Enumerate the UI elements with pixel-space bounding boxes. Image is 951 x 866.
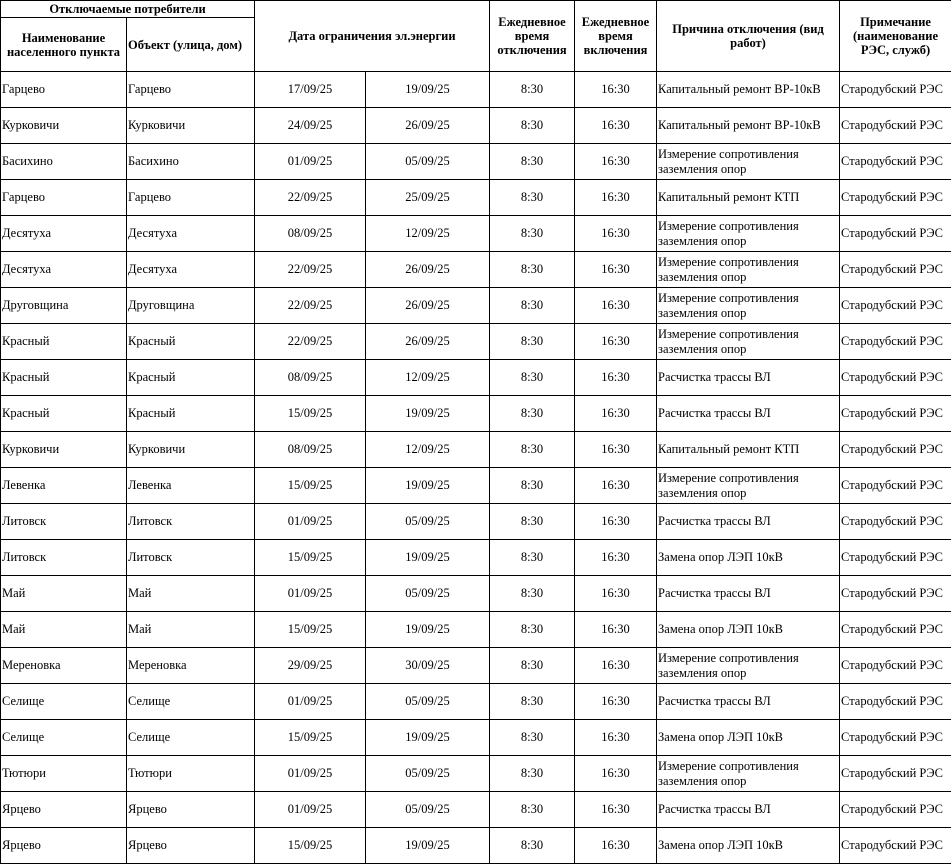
settlement-cell: Десятуха bbox=[1, 216, 127, 252]
note-cell: Стародубский РЭС bbox=[840, 756, 951, 792]
header-row-top bbox=[1, 1, 951, 18]
object-cell: Селище bbox=[127, 720, 255, 756]
reason-cell: Капитальный ремонт КТП bbox=[657, 180, 840, 216]
end-date-cell: 26/09/25 bbox=[366, 288, 490, 324]
start-date-cell: 22/09/25 bbox=[255, 324, 366, 360]
on-time-cell: 16:30 bbox=[575, 72, 657, 108]
settlement-cell: Май bbox=[1, 576, 127, 612]
object-cell: Друговщина bbox=[127, 288, 255, 324]
schedule-rows bbox=[1, 72, 951, 864]
on-time-cell: 16:30 bbox=[575, 612, 657, 648]
object-cell: Ярцево bbox=[127, 828, 255, 864]
settlement-cell: Красный bbox=[1, 396, 127, 432]
settlement-cell: Десятуха bbox=[1, 252, 127, 288]
note-cell: Стародубский РЭС bbox=[840, 648, 951, 684]
off-time-cell: 8:30 bbox=[490, 504, 575, 540]
reason-cell: Замена опор ЛЭП 10кВ bbox=[657, 612, 840, 648]
end-date-cell: 12/09/25 bbox=[366, 432, 490, 468]
off-time-cell: 8:30 bbox=[490, 684, 575, 720]
table-row bbox=[1, 684, 951, 720]
start-date-cell: 08/09/25 bbox=[255, 216, 366, 252]
off-time-cell: 8:30 bbox=[490, 252, 575, 288]
table-row bbox=[1, 612, 951, 648]
reason-cell: Расчистка трассы ВЛ bbox=[657, 576, 840, 612]
start-date-cell: 15/09/25 bbox=[255, 540, 366, 576]
reason-cell: Капитальный ремонт ВР-10кВ bbox=[657, 108, 840, 144]
reason-cell: Измерение сопротивления заземления опор bbox=[657, 468, 840, 504]
end-date-cell: 05/09/25 bbox=[366, 504, 490, 540]
table-row bbox=[1, 396, 951, 432]
off-time-cell: 8:30 bbox=[490, 828, 575, 864]
table-row bbox=[1, 180, 951, 216]
reason-cell: Замена опор ЛЭП 10кВ bbox=[657, 720, 840, 756]
note-cell: Стародубский РЭС bbox=[840, 684, 951, 720]
start-date-cell: 01/09/25 bbox=[255, 144, 366, 180]
table-row bbox=[1, 468, 951, 504]
start-date-cell: 22/09/25 bbox=[255, 288, 366, 324]
header-object: Объект (улица, дом) bbox=[127, 18, 255, 72]
settlement-cell: Май bbox=[1, 612, 127, 648]
on-time-cell: 16:30 bbox=[575, 360, 657, 396]
off-time-cell: 8:30 bbox=[490, 360, 575, 396]
object-cell: Курковичи bbox=[127, 432, 255, 468]
on-time-cell: 16:30 bbox=[575, 756, 657, 792]
table-row bbox=[1, 288, 951, 324]
reason-cell: Измерение сопротивления заземления опор bbox=[657, 648, 840, 684]
end-date-cell: 26/09/25 bbox=[366, 252, 490, 288]
start-date-cell: 22/09/25 bbox=[255, 180, 366, 216]
on-time-cell: 16:30 bbox=[575, 540, 657, 576]
off-time-cell: 8:30 bbox=[490, 648, 575, 684]
start-date-cell: 15/09/25 bbox=[255, 828, 366, 864]
settlement-cell: Литовск bbox=[1, 504, 127, 540]
settlement-cell: Тютюри bbox=[1, 756, 127, 792]
settlement-cell: Мереновка bbox=[1, 648, 127, 684]
reason-cell: Измерение сопротивления заземления опор bbox=[657, 252, 840, 288]
table-row bbox=[1, 792, 951, 828]
end-date-cell: 05/09/25 bbox=[366, 792, 490, 828]
end-date-cell: 19/09/25 bbox=[366, 828, 490, 864]
on-time-cell: 16:30 bbox=[575, 396, 657, 432]
on-time-cell: 16:30 bbox=[575, 216, 657, 252]
start-date-cell: 15/09/25 bbox=[255, 720, 366, 756]
on-time-cell: 16:30 bbox=[575, 504, 657, 540]
table-row bbox=[1, 720, 951, 756]
end-date-cell: 19/09/25 bbox=[366, 396, 490, 432]
off-time-cell: 8:30 bbox=[490, 720, 575, 756]
end-date-cell: 26/09/25 bbox=[366, 324, 490, 360]
settlement-cell: Литовск bbox=[1, 540, 127, 576]
settlement-cell: Курковичи bbox=[1, 108, 127, 144]
object-cell: Красный bbox=[127, 324, 255, 360]
table-row bbox=[1, 216, 951, 252]
reason-cell: Расчистка трассы ВЛ bbox=[657, 792, 840, 828]
end-date-cell: 26/09/25 bbox=[366, 108, 490, 144]
settlement-cell: Левенка bbox=[1, 468, 127, 504]
off-time-cell: 8:30 bbox=[490, 72, 575, 108]
object-cell: Гарцево bbox=[127, 180, 255, 216]
start-date-cell: 01/09/25 bbox=[255, 756, 366, 792]
on-time-cell: 16:30 bbox=[575, 180, 657, 216]
settlement-cell: Красный bbox=[1, 360, 127, 396]
table-row bbox=[1, 360, 951, 396]
end-date-cell: 19/09/25 bbox=[366, 72, 490, 108]
note-cell: Стародубский РЭС bbox=[840, 216, 951, 252]
note-cell: Стародубский РЭС bbox=[840, 180, 951, 216]
end-date-cell: 19/09/25 bbox=[366, 540, 490, 576]
note-cell: Стародубский РЭС bbox=[840, 324, 951, 360]
start-date-cell: 15/09/25 bbox=[255, 468, 366, 504]
end-date-cell: 05/09/25 bbox=[366, 756, 490, 792]
header-settlement: Наименование населенного пункта bbox=[1, 18, 127, 72]
note-cell: Стародубский РЭС bbox=[840, 468, 951, 504]
off-time-cell: 8:30 bbox=[490, 216, 575, 252]
reason-cell: Измерение сопротивления заземления опор bbox=[657, 756, 840, 792]
object-cell: Май bbox=[127, 612, 255, 648]
object-cell: Красный bbox=[127, 360, 255, 396]
settlement-cell: Селище bbox=[1, 684, 127, 720]
note-cell: Стародубский РЭС bbox=[840, 504, 951, 540]
table-row bbox=[1, 324, 951, 360]
note-cell: Стародубский РЭС bbox=[840, 396, 951, 432]
on-time-cell: 16:30 bbox=[575, 288, 657, 324]
off-time-cell: 8:30 bbox=[490, 144, 575, 180]
off-time-cell: 8:30 bbox=[490, 576, 575, 612]
start-date-cell: 08/09/25 bbox=[255, 432, 366, 468]
off-time-cell: 8:30 bbox=[490, 468, 575, 504]
end-date-cell: 05/09/25 bbox=[366, 144, 490, 180]
note-cell: Стародубский РЭС bbox=[840, 432, 951, 468]
end-date-cell: 12/09/25 bbox=[366, 360, 490, 396]
table-row bbox=[1, 252, 951, 288]
on-time-cell: 16:30 bbox=[575, 432, 657, 468]
note-cell: Стародубский РЭС bbox=[840, 792, 951, 828]
end-date-cell: 19/09/25 bbox=[366, 720, 490, 756]
start-date-cell: 24/09/25 bbox=[255, 108, 366, 144]
off-time-cell: 8:30 bbox=[490, 540, 575, 576]
object-cell: Май bbox=[127, 576, 255, 612]
start-date-cell: 01/09/25 bbox=[255, 576, 366, 612]
start-date-cell: 17/09/25 bbox=[255, 72, 366, 108]
settlement-cell: Ярцево bbox=[1, 828, 127, 864]
off-time-cell: 8:30 bbox=[490, 396, 575, 432]
object-cell: Левенка bbox=[127, 468, 255, 504]
end-date-cell: 05/09/25 bbox=[366, 576, 490, 612]
start-date-cell: 15/09/25 bbox=[255, 612, 366, 648]
object-cell: Десятуха bbox=[127, 252, 255, 288]
settlement-cell: Гарцево bbox=[1, 72, 127, 108]
object-cell: Басихино bbox=[127, 144, 255, 180]
on-time-cell: 16:30 bbox=[575, 108, 657, 144]
object-cell: Ярцево bbox=[127, 792, 255, 828]
on-time-cell: 16:30 bbox=[575, 684, 657, 720]
settlement-cell: Ярцево bbox=[1, 792, 127, 828]
reason-cell: Измерение сопротивления заземления опор bbox=[657, 144, 840, 180]
table-row bbox=[1, 540, 951, 576]
note-cell: Стародубский РЭС bbox=[840, 72, 951, 108]
reason-cell: Капитальный ремонт ВР-10кВ bbox=[657, 72, 840, 108]
note-cell: Стародубский РЭС bbox=[840, 252, 951, 288]
end-date-cell: 05/09/25 bbox=[366, 684, 490, 720]
object-cell: Красный bbox=[127, 396, 255, 432]
reason-cell: Замена опор ЛЭП 10кВ bbox=[657, 828, 840, 864]
settlement-cell: Друговщина bbox=[1, 288, 127, 324]
header-consumers-group: Отключаемые потребители bbox=[1, 1, 255, 18]
table-row bbox=[1, 828, 951, 864]
off-time-cell: 8:30 bbox=[490, 432, 575, 468]
start-date-cell: 01/09/25 bbox=[255, 684, 366, 720]
on-time-cell: 16:30 bbox=[575, 324, 657, 360]
object-cell: Гарцево bbox=[127, 72, 255, 108]
start-date-cell: 15/09/25 bbox=[255, 396, 366, 432]
reason-cell: Измерение сопротивления заземления опор bbox=[657, 216, 840, 252]
on-time-cell: 16:30 bbox=[575, 720, 657, 756]
off-time-cell: 8:30 bbox=[490, 324, 575, 360]
settlement-cell: Гарцево bbox=[1, 180, 127, 216]
table-row bbox=[1, 648, 951, 684]
note-cell: Стародубский РЭС bbox=[840, 144, 951, 180]
object-cell: Мереновка bbox=[127, 648, 255, 684]
off-time-cell: 8:30 bbox=[490, 180, 575, 216]
note-cell: Стародубский РЭС bbox=[840, 720, 951, 756]
on-time-cell: 16:30 bbox=[575, 576, 657, 612]
reason-cell: Измерение сопротивления заземления опор bbox=[657, 288, 840, 324]
settlement-cell: Селище bbox=[1, 720, 127, 756]
end-date-cell: 30/09/25 bbox=[366, 648, 490, 684]
object-cell: Тютюри bbox=[127, 756, 255, 792]
reason-cell: Измерение сопротивления заземления опор bbox=[657, 324, 840, 360]
header-on-time: Ежедневное время включения bbox=[575, 1, 657, 72]
note-cell: Стародубский РЭС bbox=[840, 108, 951, 144]
object-cell: Десятуха bbox=[127, 216, 255, 252]
table-row bbox=[1, 72, 951, 108]
start-date-cell: 01/09/25 bbox=[255, 792, 366, 828]
header-off-time: Ежедневное время отключения bbox=[490, 1, 575, 72]
settlement-cell: Курковичи bbox=[1, 432, 127, 468]
table-row bbox=[1, 576, 951, 612]
table-row bbox=[1, 144, 951, 180]
note-cell: Стародубский РЭС bbox=[840, 288, 951, 324]
note-cell: Стародубский РЭС bbox=[840, 540, 951, 576]
object-cell: Селище bbox=[127, 684, 255, 720]
off-time-cell: 8:30 bbox=[490, 288, 575, 324]
reason-cell: Капитальный ремонт КТП bbox=[657, 432, 840, 468]
table-row bbox=[1, 504, 951, 540]
end-date-cell: 25/09/25 bbox=[366, 180, 490, 216]
settlement-cell: Басихино bbox=[1, 144, 127, 180]
note-cell: Стародубский РЭС bbox=[840, 360, 951, 396]
object-cell: Курковичи bbox=[127, 108, 255, 144]
off-time-cell: 8:30 bbox=[490, 792, 575, 828]
on-time-cell: 16:30 bbox=[575, 144, 657, 180]
table-row bbox=[1, 108, 951, 144]
object-cell: Литовск bbox=[127, 540, 255, 576]
off-time-cell: 8:30 bbox=[490, 756, 575, 792]
on-time-cell: 16:30 bbox=[575, 828, 657, 864]
reason-cell: Расчистка трассы ВЛ bbox=[657, 684, 840, 720]
note-cell: Стародубский РЭС bbox=[840, 828, 951, 864]
on-time-cell: 16:30 bbox=[575, 468, 657, 504]
settlement-cell: Красный bbox=[1, 324, 127, 360]
header-reason: Причина отключения (вид работ) bbox=[657, 1, 840, 72]
start-date-cell: 08/09/25 bbox=[255, 360, 366, 396]
reason-cell: Расчистка трассы ВЛ bbox=[657, 396, 840, 432]
end-date-cell: 19/09/25 bbox=[366, 612, 490, 648]
table-row bbox=[1, 756, 951, 792]
off-time-cell: 8:30 bbox=[490, 108, 575, 144]
on-time-cell: 16:30 bbox=[575, 792, 657, 828]
on-time-cell: 16:30 bbox=[575, 648, 657, 684]
end-date-cell: 12/09/25 bbox=[366, 216, 490, 252]
reason-cell: Замена опор ЛЭП 10кВ bbox=[657, 540, 840, 576]
end-date-cell: 19/09/25 bbox=[366, 468, 490, 504]
object-cell: Литовск bbox=[127, 504, 255, 540]
start-date-cell: 22/09/25 bbox=[255, 252, 366, 288]
on-time-cell: 16:30 bbox=[575, 252, 657, 288]
header-note: Примечание (наименование РЭС, служб) bbox=[840, 1, 951, 72]
reason-cell: Расчистка трассы ВЛ bbox=[657, 360, 840, 396]
table-row bbox=[1, 432, 951, 468]
header-dates: Дата ограничения эл.энергии bbox=[255, 1, 490, 72]
reason-cell: Расчистка трассы ВЛ bbox=[657, 504, 840, 540]
start-date-cell: 29/09/25 bbox=[255, 648, 366, 684]
note-cell: Стародубский РЭС bbox=[840, 612, 951, 648]
note-cell: Стародубский РЭС bbox=[840, 576, 951, 612]
off-time-cell: 8:30 bbox=[490, 612, 575, 648]
start-date-cell: 01/09/25 bbox=[255, 504, 366, 540]
